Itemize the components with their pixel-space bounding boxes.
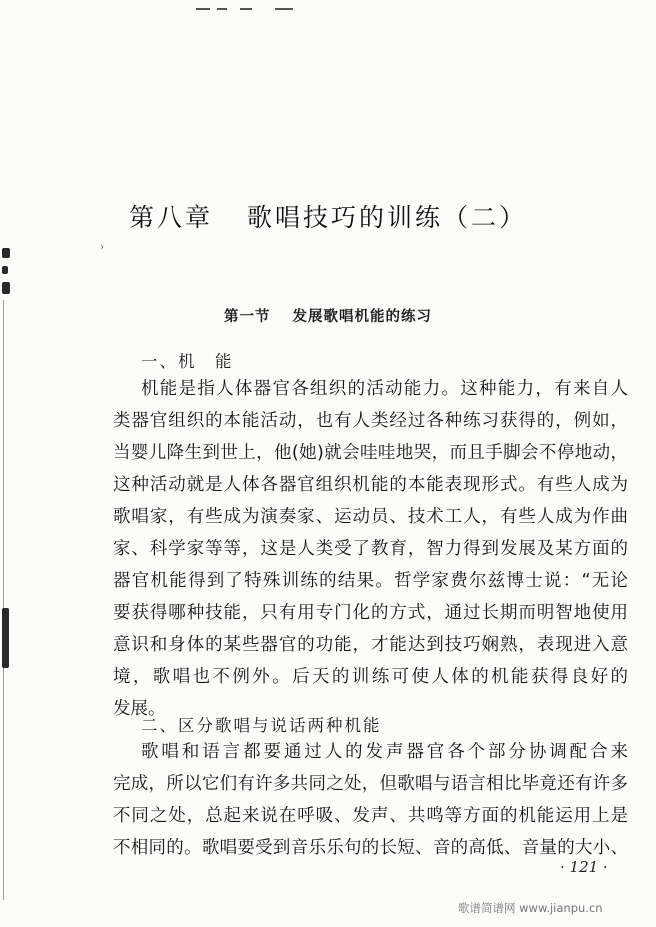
binding-mark [2, 608, 9, 668]
binding-mark [2, 248, 10, 258]
paragraph-line: 家、科学家等等，这是人类受了教育，智力得到发展及某方面的 [113, 539, 628, 559]
scan-mark [275, 8, 293, 10]
paragraph-line: 完成，所以它们有许多共同之处，但歌唱与语言相比毕竟还有许多 [113, 774, 628, 794]
section-title [0, 305, 656, 326]
binding-mark [2, 266, 8, 274]
binding-mark [2, 282, 10, 294]
chapter-title [0, 198, 656, 234]
site-watermark[interactable]: 歌谱简谱网 www.jianpu.cn [458, 901, 603, 915]
subheading-distinguish: 二、区分歌唱与说话两种机能 [141, 716, 382, 735]
paragraph-line: 不相同的。歌唱要受到音乐乐句的长短、音的高低、音量的大小、 [113, 838, 628, 858]
paragraph-line: 境，歌唱也不例外。后天的训练可使人体的机能获得良好的 [113, 667, 628, 687]
paragraph-line: 机能是指人体器官各组织的活动能力。这种能力，有来自人 [141, 379, 628, 399]
paragraph-line: 意识和身体的某些器官的功能，才能达到技巧娴熟，表现进入意 [113, 635, 628, 655]
paragraph-line: 歌唱和语言都要通过人的发声器官各个部分协调配合来 [141, 742, 628, 762]
paragraph-line: 歌唱家，有些成为演奏家、运动员、技术工人，有些人成为作曲 [113, 507, 628, 527]
paragraph-line: 类器官组织的本能活动，也有人类经过各种练习获得的，例如， [113, 411, 628, 431]
scan-mark [196, 8, 210, 10]
paragraph-line: 当婴儿降生到世上，他(她)就会哇哇地哭，而且手脚会不停地动， [113, 443, 628, 463]
scan-mark [240, 8, 252, 10]
paragraph-line: 器官机能得到了特殊训练的结果。哲学家费尔兹博士说：“无论 [113, 571, 628, 591]
chapter-name: 歌唱技巧的训练（二） [247, 203, 528, 232]
section-name: 发展歌唱机能的练习 [292, 309, 432, 325]
paragraph-line: 要获得哪种技能，只有用专门化的方式，通过长期而明智地使用 [113, 603, 628, 623]
chapter-number: 第八章 [128, 203, 213, 232]
paragraph-line: 这种活动就是人体各器官组织机能的本能表现形式。有些人成为 [113, 475, 628, 495]
page-number: · 121 · [560, 858, 608, 876]
section-number: 第一节 [224, 309, 271, 325]
scan-speck: › [100, 242, 104, 253]
scan-mark [217, 8, 227, 10]
paragraph-line: 发展。 [113, 699, 166, 719]
binding-edge [3, 300, 4, 900]
paragraph-line: 不同之处，总起来说在呼吸、发声、共鸣等方面的机能运用上是 [113, 806, 628, 826]
subheading-functions: 一、机 能 [141, 352, 234, 371]
